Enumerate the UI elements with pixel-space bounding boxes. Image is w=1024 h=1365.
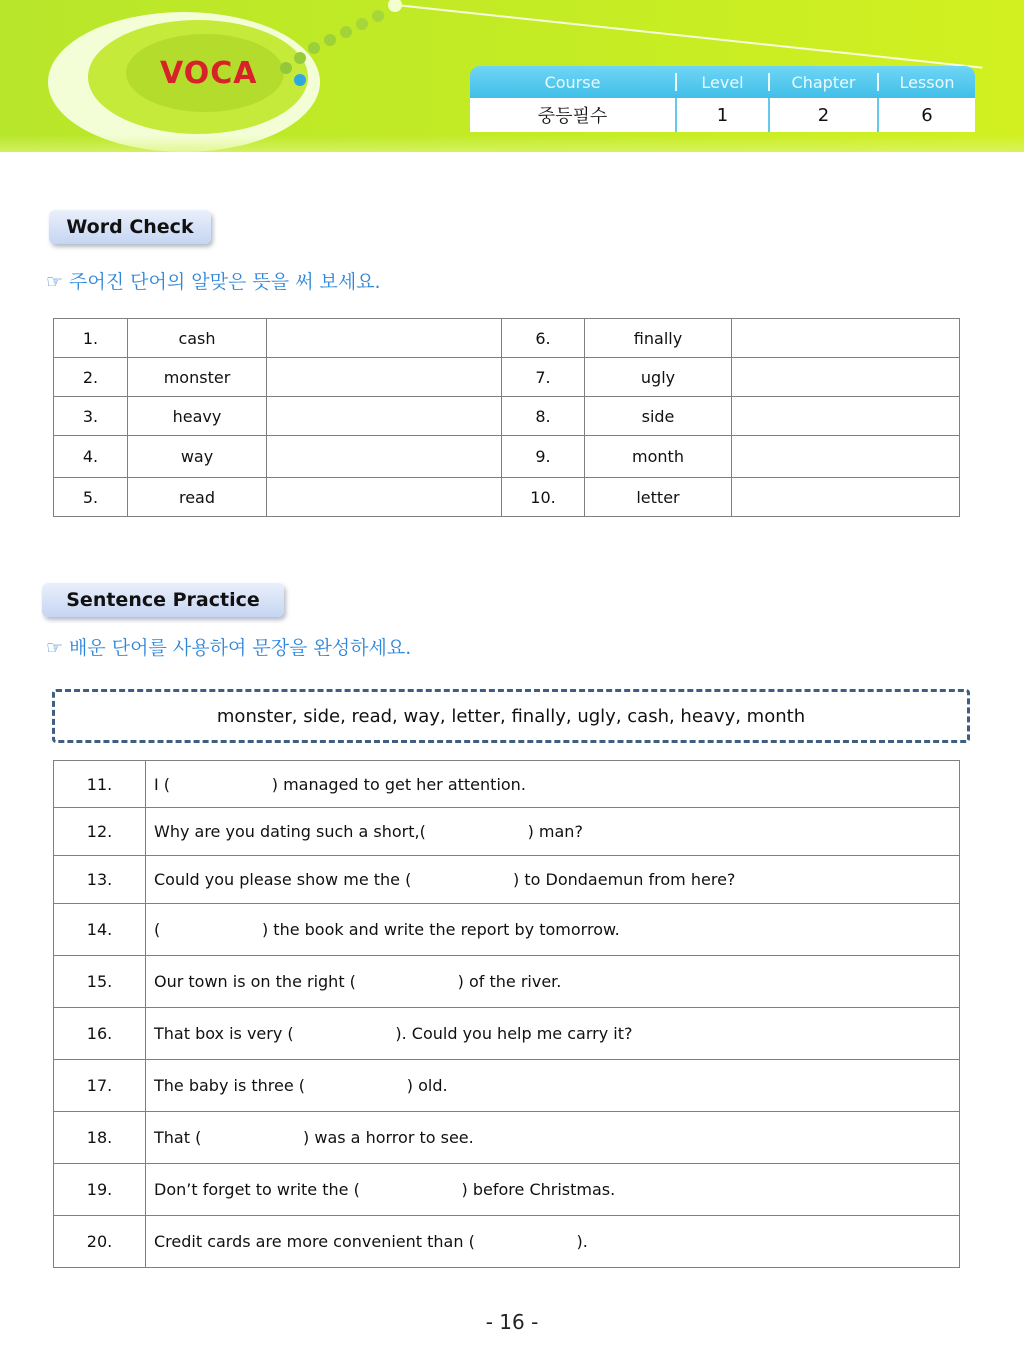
table-row [54, 956, 960, 1008]
table-row [54, 1216, 960, 1268]
course-header: Course [544, 72, 601, 92]
sentence-text[interactable]: That ( ) was a horror to see. [146, 1112, 960, 1164]
instruction-text: 배운 단어를 사용하여 문장을 완성하세요. [69, 637, 412, 659]
item-number: 13. [54, 856, 146, 904]
word-bank: monster, side, read, way, letter, finally, ugly, cash, heavy, month [52, 689, 970, 743]
item-number: 15. [54, 956, 146, 1008]
voca-logo: VOCA [160, 56, 258, 91]
word-check-table [53, 318, 960, 517]
item-number: 18. [54, 1112, 146, 1164]
item-number: 6. [502, 319, 585, 358]
vocab-word: heavy [128, 397, 267, 436]
vocab-word: ugly [585, 358, 732, 397]
decorative-dot [280, 62, 292, 74]
sentence-text[interactable]: Our town is on the right ( ) of the river. [146, 956, 960, 1008]
vocab-word: way [128, 436, 267, 478]
sentence-text[interactable]: Why are you dating such a short,( ) man? [146, 808, 960, 856]
item-number: 14. [54, 904, 146, 956]
chapter-value: 2 [817, 104, 830, 126]
item-number: 8. [502, 397, 585, 436]
word-check-label: Word Check [49, 210, 211, 244]
pointing-hand-icon: ☞ [46, 637, 64, 659]
header-divider [675, 73, 677, 91]
answer-cell[interactable] [267, 397, 502, 436]
item-number: 12. [54, 808, 146, 856]
pointing-hand-icon: ☞ [46, 271, 64, 293]
level-value: 1 [716, 104, 729, 126]
table-row [54, 397, 960, 436]
table-row [54, 358, 960, 397]
sentence-text[interactable]: I ( ) managed to get her attention. [146, 761, 960, 808]
sentence-text[interactable]: Could you please show me the ( ) to Dondaemun from here? [146, 856, 960, 904]
answer-cell[interactable] [267, 478, 502, 517]
answer-cell[interactable] [267, 358, 502, 397]
page-number: - 16 - [485, 1310, 539, 1334]
item-number: 16. [54, 1008, 146, 1060]
course-value: 중등필수 [537, 106, 608, 127]
vocab-word: read [128, 478, 267, 517]
table-row [54, 856, 960, 904]
decorative-dot [324, 34, 336, 46]
lesson-value: 6 [921, 104, 933, 126]
item-number: 5. [54, 478, 128, 517]
level-header: Level [701, 72, 744, 92]
answer-cell[interactable] [732, 436, 960, 478]
decorative-dot [388, 0, 402, 12]
table-row [54, 478, 960, 517]
item-number: 1. [54, 319, 128, 358]
table-row [54, 436, 960, 478]
decorative-dot [294, 74, 306, 86]
decorative-dot [308, 42, 320, 54]
item-number: 20. [54, 1216, 146, 1268]
item-number: 7. [502, 358, 585, 397]
instruction-text: 주어진 단어의 알맞은 뜻을 써 보세요. [69, 271, 381, 293]
decorative-beam [396, 4, 983, 69]
vocab-word: month [585, 436, 732, 478]
answer-cell[interactable] [732, 397, 960, 436]
answer-cell[interactable] [267, 436, 502, 478]
table-row [54, 904, 960, 956]
table-row [54, 761, 960, 808]
item-number: 9. [502, 436, 585, 478]
sentence-text[interactable]: ( ) the book and write the report by tomorrow. [146, 904, 960, 956]
table-row [54, 1008, 960, 1060]
table-row [54, 1112, 960, 1164]
sentence-text[interactable]: Don’t forget to write the ( ) before Christmas. [146, 1164, 960, 1216]
item-number: 11. [54, 761, 146, 808]
sentence-practice-instruction [46, 633, 411, 660]
vocab-word: side [585, 397, 732, 436]
sentence-table [53, 760, 960, 1268]
item-number: 2. [54, 358, 128, 397]
header-divider [768, 73, 770, 91]
chapter-header: Chapter [791, 72, 856, 92]
course-header-row [470, 66, 975, 98]
item-number: 4. [54, 436, 128, 478]
item-number: 17. [54, 1060, 146, 1112]
decorative-dot [340, 26, 352, 38]
answer-cell[interactable] [732, 358, 960, 397]
decorative-dot [294, 52, 306, 64]
vocab-word: cash [128, 319, 267, 358]
table-row [54, 808, 960, 856]
answer-cell[interactable] [267, 319, 502, 358]
vocab-word: monster [128, 358, 267, 397]
item-number: 10. [502, 478, 585, 517]
banner-shade [0, 135, 1024, 152]
vocab-word: finally [585, 319, 732, 358]
decorative-dot [356, 18, 368, 30]
table-row [54, 319, 960, 358]
header-divider [877, 73, 879, 91]
sentence-text[interactable]: The baby is three ( ) old. [146, 1060, 960, 1112]
item-number: 3. [54, 397, 128, 436]
vocab-word: letter [585, 478, 732, 517]
word-check-instruction [46, 267, 381, 294]
item-number: 19. [54, 1164, 146, 1216]
decorative-dot [372, 10, 384, 22]
course-value-row [470, 98, 975, 132]
answer-cell[interactable] [732, 319, 960, 358]
sentence-text[interactable]: That box is very ( ). Could you help me carry it? [146, 1008, 960, 1060]
sentence-practice-label: Sentence Practice [42, 583, 284, 617]
answer-cell[interactable] [732, 478, 960, 517]
table-row [54, 1164, 960, 1216]
table-row [54, 1060, 960, 1112]
lesson-header: Lesson [899, 72, 955, 92]
sentence-text[interactable]: Credit cards are more convenient than ( ). [146, 1216, 960, 1268]
